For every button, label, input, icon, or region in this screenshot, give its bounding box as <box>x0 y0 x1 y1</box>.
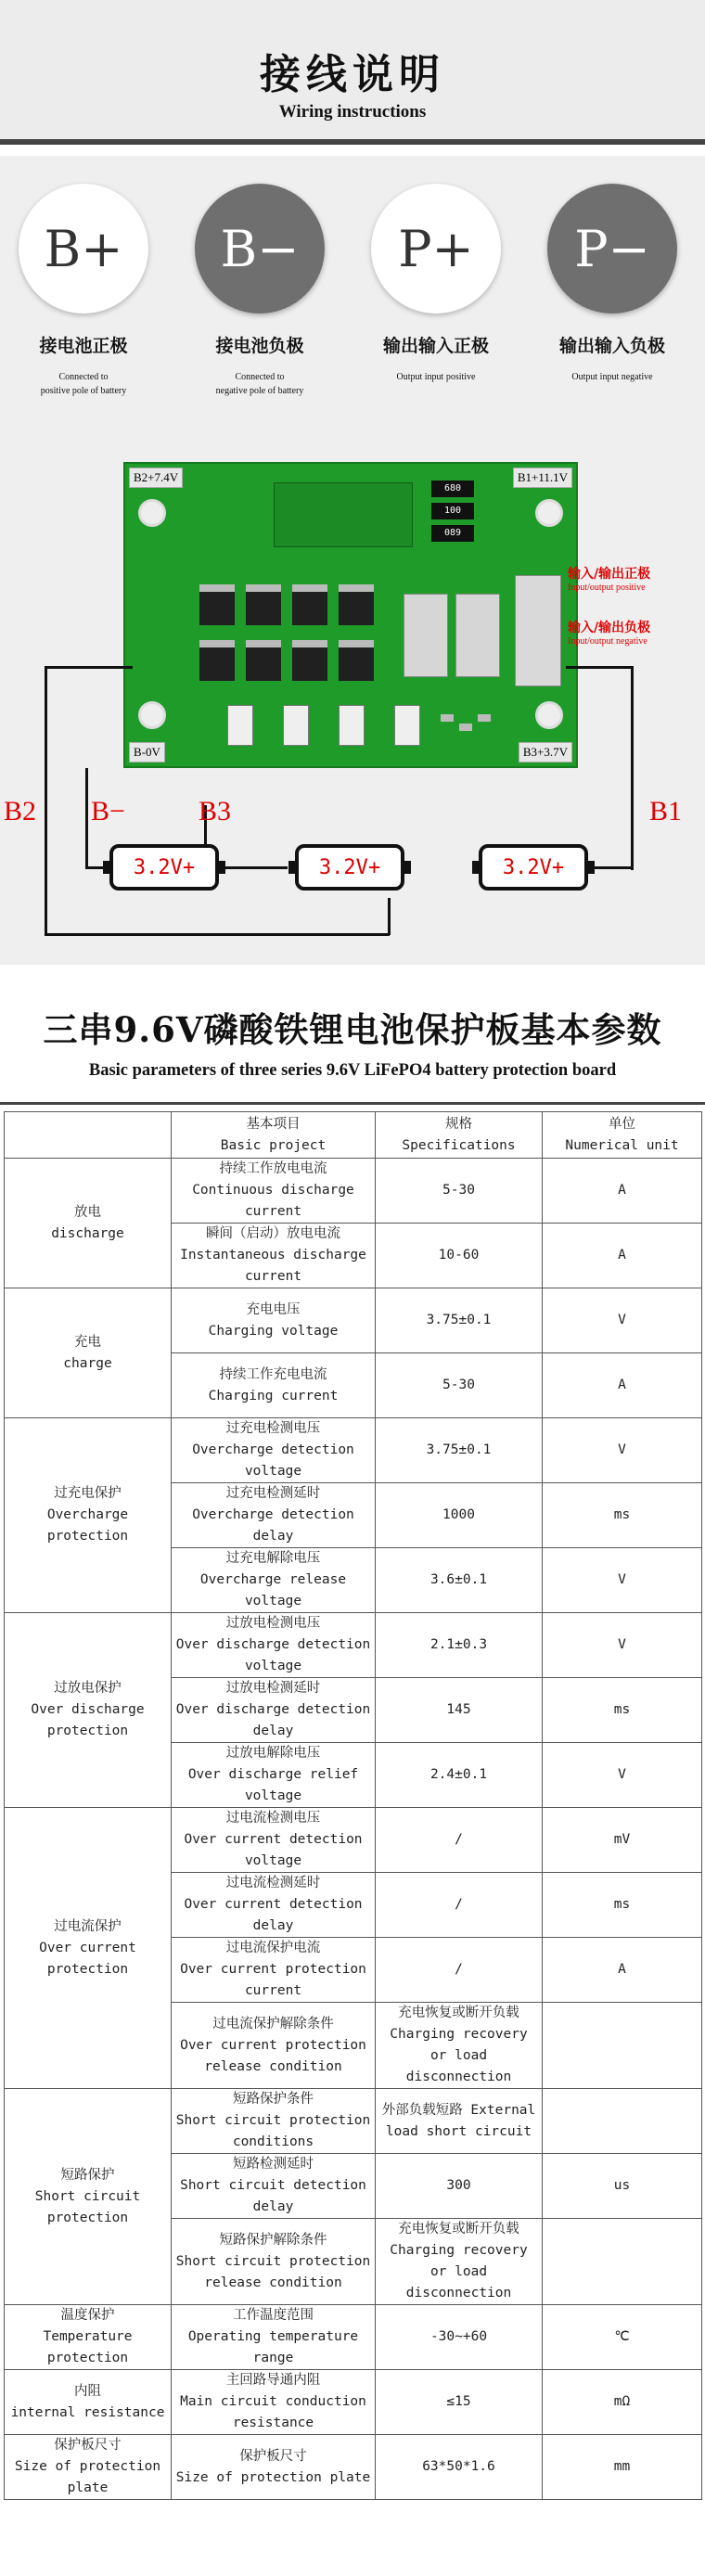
wire-b1 <box>566 666 634 669</box>
capacitor <box>227 705 253 746</box>
terminal-label-cn: 接电池正极 <box>39 336 128 356</box>
mosfet <box>199 640 235 681</box>
group-cell: 充电 charge <box>5 1288 172 1418</box>
project-cell: 工作温度范围 Operating temperature range <box>172 2305 376 2370</box>
shunt-plate <box>404 594 448 677</box>
wiring-title-cn: 接线说明 <box>260 51 445 98</box>
wire-b2 <box>45 666 133 669</box>
spec-cell: 3.75±0.1 <box>376 1418 543 1483</box>
unit-cell: A <box>543 1159 702 1224</box>
unit-cell: V <box>543 1743 702 1808</box>
p-terminal-pad <box>515 575 561 686</box>
spec-cell: 5-30 <box>376 1353 543 1418</box>
wire-label-b2: B2 <box>4 796 37 827</box>
p-plus-annotation: 输入/输出正极 Input/output positive <box>568 567 651 593</box>
shunt-plate <box>455 594 500 677</box>
spec-cell: 充电恢复或断开负载 Charging recovery or load disconnection <box>376 2003 543 2089</box>
mosfet <box>246 640 281 681</box>
table-header-cell: 单位 Numerical unit <box>543 1112 702 1159</box>
pad-b1: B1+11.1V <box>513 468 572 488</box>
unit-cell: A <box>543 1353 702 1418</box>
unit-cell <box>543 2219 702 2305</box>
group-cell: 保护板尺寸 Size of protection plate <box>5 2435 172 2500</box>
wire-b2 <box>388 898 391 935</box>
spec-cell: 5-30 <box>376 1159 543 1224</box>
pad-b2: B2+7.4V <box>129 468 183 488</box>
spec-cell: 300 <box>376 2154 543 2219</box>
mount-hole <box>535 701 563 729</box>
cell-voltage: 3.2V+ <box>318 855 381 879</box>
p-minus-icon: P− <box>547 184 677 314</box>
project-cell: 持续工作放电电流 Continuous discharge current <box>172 1159 376 1224</box>
battery-cell <box>479 844 588 891</box>
mount-hole <box>138 499 166 527</box>
project-cell: 过电流检测延时 Over current detection delay <box>172 1873 376 1938</box>
terminal-p-plus <box>352 184 519 384</box>
table-row <box>5 2435 702 2500</box>
smd-component <box>459 724 472 731</box>
pad-b0: B-0V <box>129 742 165 763</box>
project-cell: 过充电解除电压 Overcharge release voltage <box>172 1548 376 1613</box>
spec-cell: 63*50*1.6 <box>376 2435 543 2500</box>
protection-board-image <box>123 462 578 768</box>
group-cell: 过电流保护 Over current protection <box>5 1808 172 2089</box>
table-row <box>5 1418 702 1483</box>
capacitor <box>339 705 365 746</box>
wiring-title-en: Wiring instructions <box>278 102 427 122</box>
terminal-b-minus <box>176 184 343 398</box>
group-cell: 短路保护 Short circuit protection <box>5 2089 172 2305</box>
terminal-p-minus <box>529 184 696 384</box>
params-table <box>4 1111 702 2500</box>
table-row <box>5 1808 702 1873</box>
unit-cell: V <box>543 1613 702 1678</box>
project-cell: 过充电检测电压 Overcharge detection voltage <box>172 1418 376 1483</box>
p-minus-annotation: 输入/输出负极 Input/output negative <box>568 621 651 647</box>
header-divider <box>0 139 705 145</box>
project-cell: 主回路导通内阻 Main circuit conduction resistance <box>172 2370 376 2435</box>
project-cell: 短路检测延时 Short circuit detection delay <box>172 2154 376 2219</box>
project-cell: 保护板尺寸 Size of protection plate <box>172 2435 376 2500</box>
wiring-panel <box>0 156 705 965</box>
project-cell: 过放电检测电压 Over discharge detection voltage <box>172 1613 376 1678</box>
spec-cell: / <box>376 1808 543 1873</box>
project-cell: 充电电压 Charging voltage <box>172 1288 376 1353</box>
terminal-label-en: Connected to positive pole of battery <box>40 372 127 396</box>
terminal-label-cn: 输出输入负极 <box>558 336 665 356</box>
mount-hole <box>535 499 563 527</box>
terminal-label-en: Output input negative <box>571 372 653 382</box>
project-cell: 过放电检测延时 Over discharge detection delay <box>172 1678 376 1743</box>
spec-cell: -30~+60 <box>376 2305 543 2370</box>
battery-cell <box>295 844 404 891</box>
unit-cell: mV <box>543 1808 702 1873</box>
mosfet <box>246 584 281 625</box>
battery-cell <box>109 844 219 891</box>
b-minus-icon: B− <box>195 184 325 314</box>
spec-cell: 145 <box>376 1678 543 1743</box>
table-row <box>5 1159 702 1224</box>
unit-cell: V <box>543 1548 702 1613</box>
unit-cell: us <box>543 2154 702 2219</box>
project-cell: 过充电检测延时 Overcharge detection delay <box>172 1483 376 1548</box>
unit-cell: mm <box>543 2435 702 2500</box>
group-cell: 内阻 internal resistance <box>5 2370 172 2435</box>
table-row <box>5 1288 702 1353</box>
project-cell: 短路保护解除条件 Short circuit protection release condition <box>172 2219 376 2305</box>
table-header-row <box>5 1112 702 1159</box>
table-header-cell: 基本项目 Basic project <box>172 1112 376 1159</box>
capacitor <box>394 705 420 746</box>
spec-cell: 3.6±0.1 <box>376 1548 543 1613</box>
table-row <box>5 2305 702 2370</box>
resistor: 680 <box>431 481 474 497</box>
params-header <box>0 983 705 1102</box>
unit-cell: ms <box>543 1873 702 1938</box>
table-header-cell <box>5 1112 172 1159</box>
table-row <box>5 1613 702 1678</box>
mosfet <box>339 584 374 625</box>
terminal-label-en: Connected to negative pole of battery <box>215 372 304 396</box>
spec-cell: ≤15 <box>376 2370 543 2435</box>
table-row <box>5 2089 702 2154</box>
resistor: 100 <box>431 503 474 519</box>
smd-component <box>478 714 491 722</box>
spec-cell: / <box>376 1938 543 2003</box>
unit-cell: ms <box>543 1678 702 1743</box>
balance-circuit <box>274 482 413 547</box>
spec-cell: 外部负载短路 External load short circuit <box>376 2089 543 2154</box>
mosfet <box>339 640 374 681</box>
params-title-cn: 三串9.6V磷酸铁锂电池保护板基本参数 <box>43 1009 662 1050</box>
spec-cell: 充电恢复或断开负载 Charging recovery or load disconnection <box>376 2219 543 2305</box>
spec-cell: 10-60 <box>376 1224 543 1288</box>
unit-cell: mΩ <box>543 2370 702 2435</box>
spec-cell: / <box>376 1873 543 1938</box>
wire-label-b-minus: B− <box>91 796 125 827</box>
unit-cell: A <box>543 1938 702 2003</box>
wire-b2 <box>45 933 390 936</box>
unit-cell: V <box>543 1418 702 1483</box>
terminal-label-en: Output input positive <box>396 372 476 382</box>
section-divider <box>0 1102 705 1105</box>
mosfet <box>199 584 235 625</box>
project-cell: 瞬间（启动）放电电流 Instantaneous discharge current <box>172 1224 376 1288</box>
wire-b2 <box>45 666 47 935</box>
spec-cell: 3.75±0.1 <box>376 1288 543 1353</box>
spec-cell: 2.4±0.1 <box>376 1743 543 1808</box>
project-cell: 过电流保护解除条件 Over current protection release condition <box>172 2003 376 2089</box>
project-cell: 持续工作充电电流 Charging current <box>172 1353 376 1418</box>
p-plus-icon: P+ <box>371 184 501 314</box>
wire-label-b3: B3 <box>199 796 232 827</box>
unit-cell: ℃ <box>543 2305 702 2370</box>
smd-component <box>441 714 454 722</box>
terminal-b-plus <box>0 184 167 398</box>
terminal-label-cn: 输出输入正极 <box>382 336 489 356</box>
params-title-en: Basic parameters of three series 9.6V LiFePO4 battery protection board <box>88 1061 617 1080</box>
unit-cell: ms <box>543 1483 702 1548</box>
wiring-header <box>0 0 705 139</box>
wire-label-b1: B1 <box>649 796 683 827</box>
table-row <box>5 2370 702 2435</box>
terminal-label-cn: 接电池负极 <box>215 336 304 356</box>
wire-b-minus <box>85 768 88 868</box>
b-plus-icon: B+ <box>19 184 148 314</box>
wire-b1 <box>631 666 634 870</box>
mosfet <box>292 584 327 625</box>
table-header-cell: 规格 Specifications <box>376 1112 543 1159</box>
group-cell: 过放电保护 Over discharge protection <box>5 1613 172 1808</box>
unit-cell: A <box>543 1224 702 1288</box>
mosfet <box>292 640 327 681</box>
project-cell: 短路保护条件 Short circuit protection conditions <box>172 2089 376 2154</box>
project-cell: 过放电解除电压 Over discharge relief voltage <box>172 1743 376 1808</box>
project-cell: 过电流保护电流 Over current protection current <box>172 1938 376 2003</box>
group-cell: 过充电保护 Overcharge protection <box>5 1418 172 1613</box>
spec-cell: 2.1±0.3 <box>376 1613 543 1678</box>
cell-voltage: 3.2V+ <box>502 855 565 879</box>
group-cell: 温度保护 Temperature protection <box>5 2305 172 2370</box>
cell-voltage: 3.2V+ <box>133 855 196 879</box>
unit-cell <box>543 2089 702 2154</box>
group-cell: 放电 discharge <box>5 1159 172 1288</box>
unit-cell <box>543 2003 702 2089</box>
pad-b3: B3+3.7V <box>519 742 572 763</box>
spec-cell: 1000 <box>376 1483 543 1548</box>
unit-cell: V <box>543 1288 702 1353</box>
resistor: 089 <box>431 525 474 542</box>
capacitor <box>283 705 309 746</box>
project-cell: 过电流检测电压 Over current detection voltage <box>172 1808 376 1873</box>
mount-hole <box>138 701 166 729</box>
